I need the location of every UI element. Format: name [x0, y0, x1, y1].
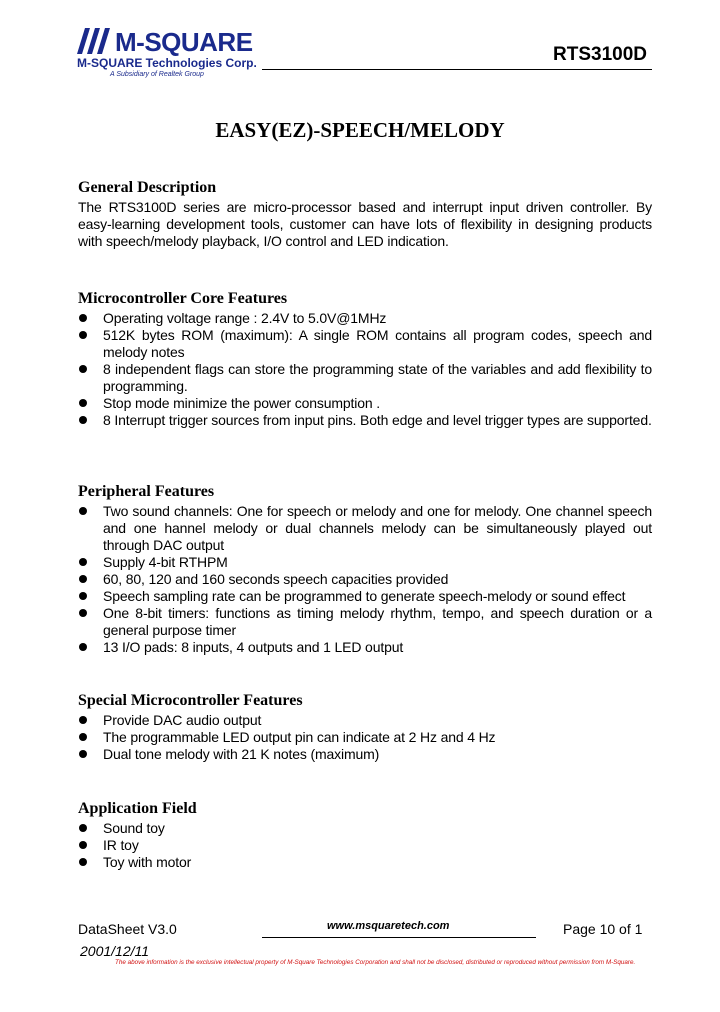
list-item-text: Sound toy	[103, 820, 165, 836]
list-item	[78, 712, 652, 729]
list-item-text: Stop mode minimize the power consumption .	[103, 395, 380, 411]
logo-text: M-SQUARE	[115, 27, 253, 57]
general-description-text: The RTS3100D series are micro-processor based and interrupt input driven controller. By easy-learning development tools, customer can have lots of flexibility in designing products with speech/melody playback, I/O control and LED indication.	[78, 199, 652, 249]
list-item-text: Speech sampling rate can be programmed to generate speech-melody or sound effect	[103, 588, 626, 604]
bullet-icon	[79, 750, 87, 758]
header-divider	[262, 69, 652, 70]
list-item	[78, 729, 652, 746]
list-item-text: One 8-bit timers: functions as timing melody rhythm, tempo, and speech duration or a general purpose timer	[103, 605, 652, 638]
model-number: RTS3100D	[553, 44, 647, 65]
m-square-logo-icon	[75, 24, 115, 56]
list-item	[78, 310, 652, 327]
section-heading: Peripheral Features	[78, 483, 215, 500]
bullet-icon	[79, 716, 87, 724]
bullet-icon	[79, 575, 87, 583]
list-item-text: 13 I/O pads: 8 inputs, 4 outputs and 1 LED output	[103, 639, 404, 655]
bullet-icon	[79, 609, 87, 617]
list-item	[78, 327, 652, 361]
list-item-text: Provide DAC audio output	[103, 712, 262, 728]
datasheet-version: DataSheet V3.0	[78, 921, 177, 937]
bullet-icon	[79, 824, 87, 832]
list-item	[78, 746, 652, 763]
list-item-text: Two sound channels: One for speech or melody and one for melody. One channel speech and one hannel melody or dual channels melody can be simultaneously played out through DAC output	[103, 503, 652, 553]
bullet-icon	[79, 643, 87, 651]
bullet-list	[78, 712, 652, 763]
bullet-icon	[79, 858, 87, 866]
list-item-text: Toy with motor	[103, 854, 192, 870]
list-item-text: 8 independent flags can store the programming state of the variables and add flexibility to programming.	[103, 361, 652, 394]
section-special-features	[78, 691, 652, 763]
section-application-field	[78, 799, 652, 871]
bullet-icon	[79, 314, 87, 322]
list-item-text: Supply 4-bit RTHPM	[103, 554, 228, 570]
bullet-icon	[79, 331, 87, 339]
list-item	[78, 554, 652, 571]
list-item-text: IR toy	[103, 837, 139, 853]
section-peripheral-features	[78, 482, 652, 656]
list-item	[78, 605, 652, 639]
bullet-icon	[79, 399, 87, 407]
section-heading: Microcontroller Core Features	[78, 290, 288, 307]
section-core-features	[78, 289, 652, 429]
section-general-description	[78, 178, 652, 250]
list-item	[78, 588, 652, 605]
list-item-text: Operating voltage range : 2.4V to 5.0V@1MHz	[103, 310, 387, 326]
section-heading: General Description	[78, 179, 217, 196]
list-item	[78, 837, 652, 854]
bullet-icon	[79, 507, 87, 515]
list-item-text: 8 Interrupt trigger sources from input pins. Both edge and level trigger types are supported.	[103, 412, 652, 428]
list-item-text: 60, 80, 120 and 160 seconds speech capacities provided	[103, 571, 449, 587]
list-item-text: Dual tone melody with 21 K notes (maximum)	[103, 746, 380, 762]
footer-divider	[262, 937, 536, 938]
page-number: Page 10 of 1	[563, 921, 643, 937]
document-date: 2001/12/11	[80, 943, 150, 959]
list-item	[78, 854, 652, 871]
bullet-icon	[79, 365, 87, 373]
bullet-icon	[79, 841, 87, 849]
list-item	[78, 361, 652, 395]
list-item	[78, 503, 652, 554]
bullet-list	[78, 503, 652, 656]
section-heading: Application Field	[78, 800, 197, 817]
list-item	[78, 395, 652, 412]
bullet-icon	[79, 558, 87, 566]
bullet-list	[78, 820, 652, 871]
website-link[interactable]: www.msquaretech.com	[327, 920, 450, 932]
list-item-text: The programmable LED output pin can indicate at 2 Hz and 4 Hz	[103, 729, 496, 745]
document-title: EASY(EZ)-SPEECH/MELODY	[215, 118, 505, 142]
section-heading: Special Microcontroller Features	[78, 692, 303, 709]
bullet-icon	[79, 416, 87, 424]
list-item	[78, 820, 652, 837]
list-item	[78, 639, 652, 656]
bullet-list	[78, 310, 652, 429]
bullet-icon	[79, 592, 87, 600]
list-item	[78, 412, 652, 429]
list-item-text: 512K bytes ROM (maximum): A single ROM contains all program codes, speech and melody notes	[103, 327, 652, 360]
bullet-icon	[79, 733, 87, 741]
company-name: M-SQUARE Technologies Corp.	[77, 56, 257, 70]
list-item	[78, 571, 652, 588]
subsidiary-note: A Subsidiary of Realtek Group	[110, 71, 204, 78]
disclaimer-text: The above information is the exclusive intellectual property of M-Square Technologies Corporation and shall not be disclosed, distributed or reproduced without permission from M-Square.	[115, 959, 636, 966]
